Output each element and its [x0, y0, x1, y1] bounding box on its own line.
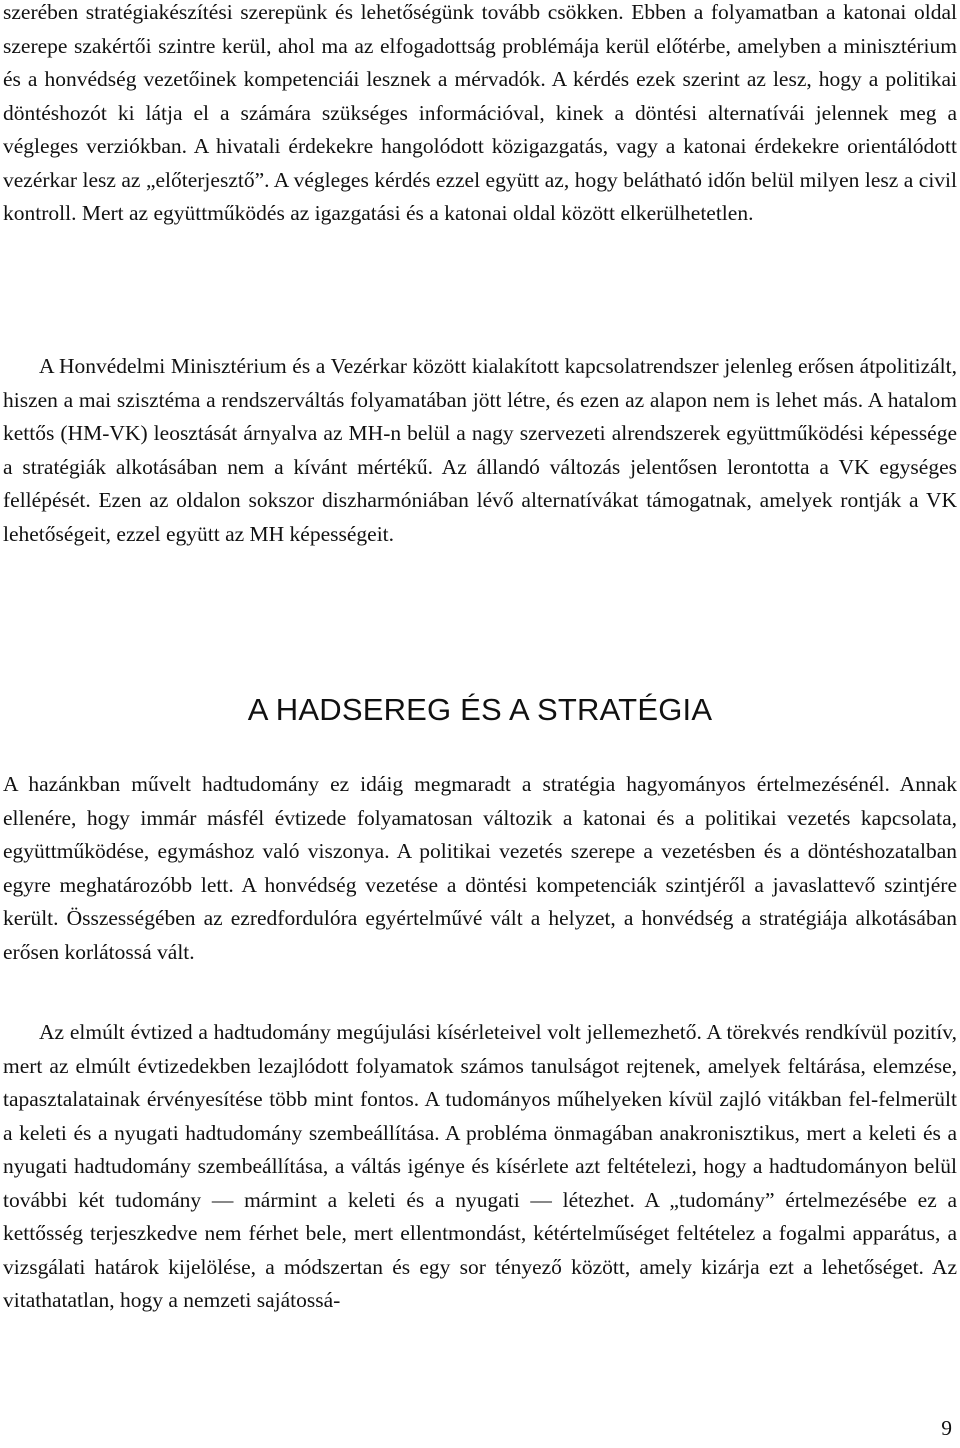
body-paragraph: A hazánkban művelt hadtudomány ez idáig megmaradt a stratégia hagyományos értelmezésénél. Annak ellenére, hogy immár másfél évtizede folyamatosan változik a katonai és a politikai vezetés kapcsolata, együttműködése, egymáshoz való viszonya. A politikai vezetés szerepe a vezetésben és a döntéshozatalban egyre meghatározóbb lett. A honvédség vezetése a döntési kompetenciák szintjéről a javaslattevő szintjére került. Összességében az ezredfordulóra egyértelművé vált a helyzet, a honvédség a stratégiája alkotásában erősen korlátossá vált. [3, 772, 957, 964]
body-paragraph: szerében stratégiakészítési szerepünk és lehetőségünk tovább csökken. Ebben a folyamatban a katonai oldal szerepe szakértői szintre kerül, ahol ma az elfogadottság problémája kerül előtérbe, amelyben a minisztérium és a honvédség vezetőinek kompetenciái lesznek a mérvadók. A kérdés ezek szerint az lesz, hogy a politikai döntéshozót ki látja el a számára szükséges információval, kinek a döntési alternatívái jelennek meg a végleges verziókban. A hivatali érdekekre hangolódott közigazgatás, vagy a katonai érdekekre orientálódott vezérkar lesz az „előterjesztő”. A végleges kérdés ezzel együtt az, hogy belátható időn belül milyen lesz a civil kontroll. Mert az együttműködés az igazgatási és a katonai oldal között elkerülhetetlen. [3, 0, 957, 225]
page-number: 9 [941, 1416, 952, 1440]
body-paragraph: Az elmúlt évtized a hadtudomány megújulási kísérleteivel volt jellemezhető. A törekvés rendkívül pozitív, mert az elmúlt évtizedekben lezajlódott folyamatok számos tanulságot rejtenek, amelyek feltárása, elemzése, tapasztalatainak érvényesítése több mint fontos. A tudományos műhelyeken kívül zajló vitákban fel-felmerült a keleti és a nyugati hadtudomány szembeállítása. A probléma önmagában anakronisztikus, mert a keleti és a nyugati hadtudomány szembeállítása, a váltás igénye és kísérlete azt feltételezi, hogy a hadtudományon belül további két tudomány — mármint a keleti és a nyugati — létezhet. A „tudomány” értelmezésébe ez a kettősség terjeszkedve nem férhet bele, mert ellentmondást, kétértelműséget feltételez a fogalmi apparátus, a vizsgálati határok kijelölése, a módszertan és egy sor tényező között, amely kizárja ezt a lehetőséget. Az vitathatatlan, hogy a nemzeti sajátossá- [3, 1020, 957, 1312]
body-paragraph: A Honvédelmi Minisztérium és a Vezérkar között kialakított kapcsolatrendszer jelenleg erősen átpolitizált, hiszen a mai szisztéma a rendszerváltás folyamatában jött létre, és ezen az alapon nem is lehet más. A hatalom kettős (HM-VK) leosztását árnyalva az MH-n belül a nagy szervezeti alrendszerek együttműködési képessége a stratégiák alkotásában nem a kívánt mértékű. Az állandó változás jelentősen lerontotta a VK egységes fellépését. Ezen az oldalon sokszor diszharmóniában lévő alternatívákat támogatnak, amelyek rontják a VK lehetőségeit, ezzel együtt az MH képességeit. [3, 354, 957, 546]
section-heading: A HADSEREG ÉS A STRATÉGIA [247, 692, 713, 727]
